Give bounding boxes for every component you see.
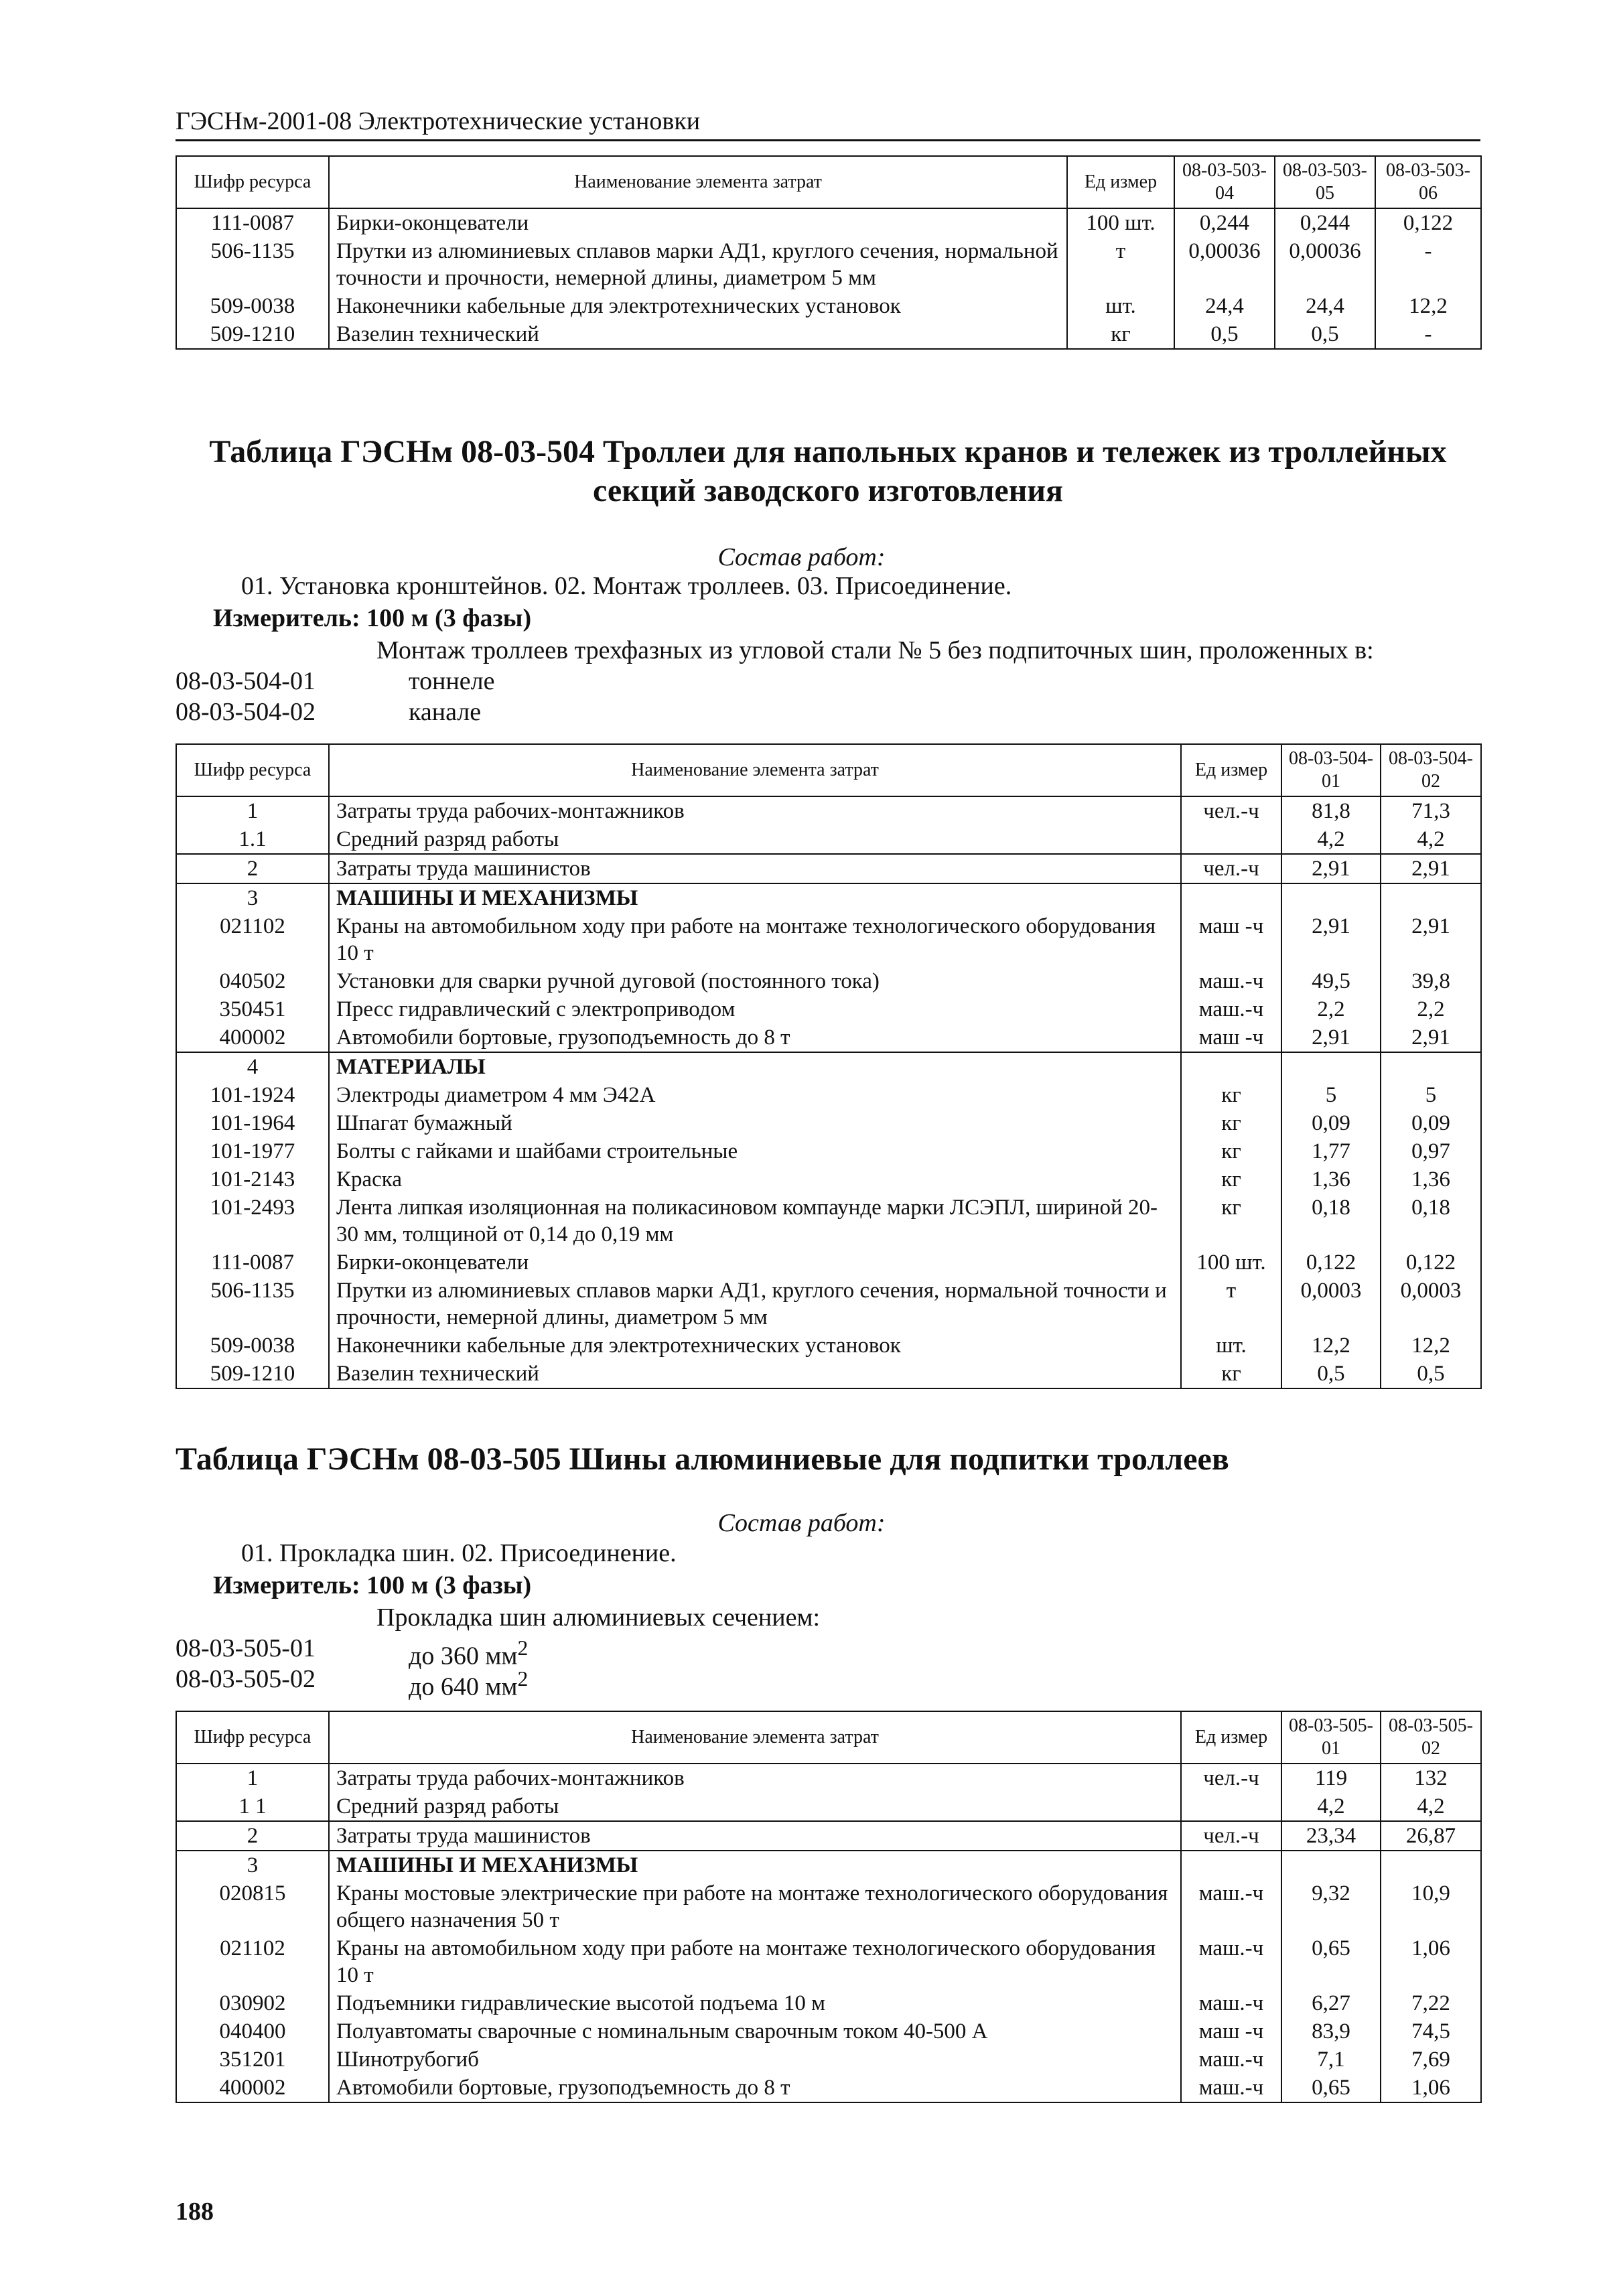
col-header-503-04: 08-03-503-04 — [1174, 156, 1275, 208]
unit: маш -ч — [1181, 912, 1281, 967]
table-row — [176, 1023, 1481, 1052]
table-504-variant-code: 08-03-504-01 — [176, 667, 316, 695]
table-row — [176, 2017, 1481, 2046]
col-header-name: Наименование элемента затрат — [329, 744, 1181, 796]
unit: чел.-ч — [1181, 854, 1281, 883]
unit: маш.-ч — [1181, 1989, 1281, 2017]
table-row — [176, 1360, 1481, 1388]
value-v2: 2,91 — [1381, 1023, 1481, 1052]
table-505-title: Таблица ГЭСНм 08-03-505 Шины алюминиевые для подпитки троллеев — [176, 1441, 1229, 1477]
table-505-meter — [213, 1570, 531, 1601]
table-504-composition: 01. Установка кронштейнов. 02. Монтаж троллеев. 03. Присоединение. — [241, 572, 1012, 600]
table-504-meter-value: 100 м (3 фазы) — [366, 604, 532, 632]
table-row — [176, 1332, 1481, 1360]
value-v1: 0,244 — [1174, 208, 1275, 237]
cost-item-name: Пресс гидравлический с электроприводом — [329, 995, 1181, 1023]
value-v2: 0,09 — [1381, 1109, 1481, 1137]
page-number: 188 — [176, 2198, 214, 2226]
table-505-variant-code: 08-03-505-01 — [176, 1634, 316, 1662]
value-v2: 74,5 — [1381, 2017, 1481, 2046]
table-row — [176, 1989, 1481, 2017]
cost-item-name: Шинотрубогиб — [329, 2046, 1181, 2074]
unit: маш.-ч — [1181, 967, 1281, 995]
table-row — [176, 1277, 1481, 1332]
value-v1: 5 — [1281, 1081, 1381, 1109]
empty-cell — [1381, 883, 1481, 912]
resource-code: 020815 — [176, 1879, 329, 1934]
value-v1: 0,5 — [1174, 320, 1275, 349]
cost-item-name: Средний разряд работы — [329, 1792, 1181, 1821]
value-v1: 0,122 — [1281, 1248, 1381, 1277]
cost-item-name: Вазелин технический — [329, 320, 1067, 349]
value-v1: 1,77 — [1281, 1137, 1381, 1165]
table-504 — [176, 743, 1482, 1389]
empty-cell — [1181, 883, 1281, 912]
empty-cell — [1281, 1052, 1381, 1081]
resource-code: 021102 — [176, 1934, 329, 1989]
unit: 100 шт. — [1181, 1248, 1281, 1277]
cost-item-name: Краска — [329, 1165, 1181, 1194]
resource-code: 111-0087 — [176, 208, 329, 237]
table-row — [176, 237, 1481, 292]
value-v1: 6,27 — [1281, 1989, 1381, 2017]
cost-item-name: Краны мостовые электрические при работе на монтаже технологического оборудования общего назначения 50 т — [329, 1879, 1181, 1934]
value-v2: 0,97 — [1381, 1137, 1481, 1165]
cost-item-name: Затраты труда машинистов — [329, 1821, 1181, 1851]
unit — [1181, 1792, 1281, 1821]
resource-code: 509-1210 — [176, 320, 329, 349]
table-505 — [176, 1711, 1482, 2103]
col-header-504-01: 08-03-504-01 — [1281, 744, 1381, 796]
resource-code: 506-1135 — [176, 237, 329, 292]
value-v2: 1,06 — [1381, 2074, 1481, 2102]
cost-item-name: Вазелин технический — [329, 1360, 1181, 1388]
cost-item-name: Автомобили бортовые, грузоподъемность до 8 т — [329, 2074, 1181, 2102]
table-row — [176, 292, 1481, 320]
value-v1: 4,2 — [1281, 825, 1381, 854]
unit: шт. — [1181, 1332, 1281, 1360]
resource-code: 030902 — [176, 1989, 329, 2017]
cost-item-name: Электроды диаметром 4 мм Э42А — [329, 1081, 1181, 1109]
unit: маш -ч — [1181, 1023, 1281, 1052]
cost-item-name: Затраты труда машинистов — [329, 854, 1181, 883]
value-v1: 7,1 — [1281, 2046, 1381, 2074]
value-v2: 4,2 — [1381, 1792, 1481, 1821]
table-row — [176, 1194, 1481, 1248]
resource-code: 1.1 — [176, 825, 329, 854]
unit: кг — [1181, 1194, 1281, 1248]
value-v1: 119 — [1281, 1764, 1381, 1792]
resource-code: 400002 — [176, 1023, 329, 1052]
cost-item-name: Наконечники кабельные для электротехнических установок — [329, 1332, 1181, 1360]
cost-item-name: Болты с гайками и шайбами строительные — [329, 1137, 1181, 1165]
value-v2: 2,91 — [1381, 912, 1481, 967]
unit: маш -ч — [1181, 2017, 1281, 2046]
resource-code: 509-0038 — [176, 292, 329, 320]
unit — [1181, 825, 1281, 854]
table-row — [176, 796, 1481, 825]
section-row — [176, 1052, 1481, 1081]
resource-code: 101-1964 — [176, 1109, 329, 1137]
unit: чел.-ч — [1181, 1764, 1281, 1792]
table-505-composition: 01. Прокладка шин. 02. Присоединение. — [241, 1539, 677, 1567]
section-code: 3 — [176, 1851, 329, 1879]
resource-code: 2 — [176, 854, 329, 883]
value-v2: 5 — [1381, 1081, 1481, 1109]
table-504-meter — [213, 603, 531, 634]
table-504-title — [176, 433, 1480, 510]
table-row — [176, 854, 1481, 883]
value-v1: 9,32 — [1281, 1879, 1381, 1934]
table-row — [176, 1109, 1481, 1137]
col-header-unit: Ед измер — [1067, 156, 1174, 208]
col-header-code: Шифр ресурса — [176, 1711, 329, 1764]
section-row — [176, 883, 1481, 912]
value-v1: 24,4 — [1174, 292, 1275, 320]
resource-code: 021102 — [176, 912, 329, 967]
table-row — [176, 1764, 1481, 1792]
resource-code: 2 — [176, 1821, 329, 1851]
superscript: 2 — [517, 1667, 529, 1691]
cost-item-name: Автомобили бортовые, грузоподъемность до 8 т — [329, 1023, 1181, 1052]
cost-item-name: Средний разряд работы — [329, 825, 1181, 854]
value-v2: 7,69 — [1381, 2046, 1481, 2074]
cost-item-name: Затраты труда рабочих-монтажников — [329, 796, 1181, 825]
running-header: ГЭСНм-2001-08 Электротехнические установки — [176, 106, 1480, 141]
table-row — [176, 1879, 1481, 1934]
cost-item-name: Наконечники кабельные для электротехнических установок — [329, 292, 1067, 320]
value-v2: 0,122 — [1381, 1248, 1481, 1277]
value-v2: 39,8 — [1381, 967, 1481, 995]
empty-cell — [1381, 1052, 1481, 1081]
value-v1: 0,0003 — [1281, 1277, 1381, 1332]
resource-code: 1 — [176, 1764, 329, 1792]
table-row — [176, 1137, 1481, 1165]
resource-code: 509-0038 — [176, 1332, 329, 1360]
cost-item-name: Краны на автомобильном ходу при работе на монтаже технологического оборудования 10 т — [329, 1934, 1181, 1989]
col-header-unit: Ед измер — [1181, 744, 1281, 796]
table-row — [176, 2046, 1481, 2074]
resource-code: 101-2143 — [176, 1165, 329, 1194]
unit: маш.-ч — [1181, 2074, 1281, 2102]
value-v3: - — [1375, 237, 1481, 292]
unit: 100 шт. — [1067, 208, 1174, 237]
section-code: 4 — [176, 1052, 329, 1081]
col-header-code: Шифр ресурса — [176, 156, 329, 208]
value-v2: 0,5 — [1381, 1360, 1481, 1388]
unit: чел.-ч — [1181, 796, 1281, 825]
table-row — [176, 2074, 1481, 2102]
empty-cell — [1381, 1851, 1481, 1879]
value-v2: 10,9 — [1381, 1879, 1481, 1934]
value-v2: 4,2 — [1381, 825, 1481, 854]
value-v1: 0,18 — [1281, 1194, 1381, 1248]
table-504-description: Монтаж троллеев трехфазных из угловой стали № 5 без подпиточных шин, проложенных в: — [376, 636, 1374, 664]
value-v2: 1,36 — [1381, 1165, 1481, 1194]
value-v2: 0,00036 — [1275, 237, 1375, 292]
col-header-504-02: 08-03-504-02 — [1381, 744, 1481, 796]
value-v1: 83,9 — [1281, 2017, 1381, 2046]
value-v2: 7,22 — [1381, 1989, 1481, 2017]
unit: маш.-ч — [1181, 995, 1281, 1023]
section-title: МАТЕРИАЛЫ — [329, 1052, 1181, 1081]
table-row — [176, 912, 1481, 967]
value-v2: 71,3 — [1381, 796, 1481, 825]
cost-item-name: Краны на автомобильном ходу при работе на монтаже технологического оборудования 10 т — [329, 912, 1181, 967]
value-v2: 2,91 — [1381, 854, 1481, 883]
variant-text: до 640 мм — [409, 1672, 518, 1701]
table-505-variant-text — [409, 1664, 528, 1703]
table-505-composition-label: Состав работ: — [717, 1509, 886, 1537]
table-504-variant-text: канале — [409, 698, 482, 726]
table-row — [176, 1821, 1481, 1851]
unit: кг — [1181, 1165, 1281, 1194]
value-v2: 2,2 — [1381, 995, 1481, 1023]
value-v2: 1,06 — [1381, 1934, 1481, 1989]
resource-code: 400002 — [176, 2074, 329, 2102]
resource-code: 1 — [176, 796, 329, 825]
empty-cell — [1181, 1851, 1281, 1879]
section-title: МАШИНЫ И МЕХАНИЗМЫ — [329, 883, 1181, 912]
table-row — [176, 1792, 1481, 1821]
unit: маш.-ч — [1181, 2046, 1281, 2074]
unit: т — [1067, 237, 1174, 292]
table-row — [176, 208, 1481, 237]
cost-item-name: Прутки из алюминиевых сплавов марки АД1, круглого сечения, нормальной точности и прочности, немерной длины, диаметром 5 мм — [329, 1277, 1181, 1332]
cost-item-name: Бирки-оконцеватели — [329, 1248, 1181, 1277]
col-header-503-06: 08-03-503-06 — [1375, 156, 1481, 208]
section-title: МАШИНЫ И МЕХАНИЗМЫ — [329, 1851, 1181, 1879]
table-504-title-line1: Таблица ГЭСНм 08-03-504 Троллеи для напольных кранов и тележек из троллейных — [209, 434, 1447, 470]
unit: маш.-ч — [1181, 1879, 1281, 1934]
table-505-meter-label: Измеритель: — [213, 1571, 360, 1599]
cost-item-name: Бирки-оконцеватели — [329, 208, 1067, 237]
resource-code: 351201 — [176, 2046, 329, 2074]
value-v2: 24,4 — [1275, 292, 1375, 320]
table-row — [176, 825, 1481, 854]
value-v1: 2,91 — [1281, 854, 1381, 883]
resource-code: 040502 — [176, 967, 329, 995]
cost-item-name: Установки для сварки ручной дуговой (постоянного тока) — [329, 967, 1181, 995]
section-code: 3 — [176, 883, 329, 912]
resource-code: 101-1924 — [176, 1081, 329, 1109]
value-v1: 49,5 — [1281, 967, 1381, 995]
value-v1: 81,8 — [1281, 796, 1381, 825]
table-504-variant-code: 08-03-504-02 — [176, 698, 316, 726]
value-v2: 0,18 — [1381, 1194, 1481, 1248]
resource-code: 101-1977 — [176, 1137, 329, 1165]
resource-code: 509-1210 — [176, 1360, 329, 1388]
value-v1: 23,34 — [1281, 1821, 1381, 1851]
col-header-name: Наименование элемента затрат — [329, 156, 1067, 208]
unit: т — [1181, 1277, 1281, 1332]
variant-text: до 360 мм — [409, 1642, 518, 1670]
value-v1: 4,2 — [1281, 1792, 1381, 1821]
value-v1: 0,09 — [1281, 1109, 1381, 1137]
col-header-unit: Ед измер — [1181, 1711, 1281, 1764]
cost-item-name: Затраты труда рабочих-монтажников — [329, 1764, 1181, 1792]
value-v1: 2,91 — [1281, 1023, 1381, 1052]
value-v1: 1,36 — [1281, 1165, 1381, 1194]
unit: чел.-ч — [1181, 1821, 1281, 1851]
resource-code: 1 1 — [176, 1792, 329, 1821]
value-v3: 0,122 — [1375, 208, 1481, 237]
empty-cell — [1281, 1851, 1381, 1879]
empty-cell — [1181, 1052, 1281, 1081]
value-v1: 12,2 — [1281, 1332, 1381, 1360]
table-row — [176, 995, 1481, 1023]
value-v2: 132 — [1381, 1764, 1481, 1792]
value-v1: 0,00036 — [1174, 237, 1275, 292]
value-v1: 0,65 — [1281, 2074, 1381, 2102]
value-v1: 2,91 — [1281, 912, 1381, 967]
resource-code: 101-2493 — [176, 1194, 329, 1248]
value-v3: 12,2 — [1375, 292, 1481, 320]
empty-cell — [1281, 883, 1381, 912]
value-v3: - — [1375, 320, 1481, 349]
table-504-variant-text: тоннеле — [409, 667, 495, 695]
table-row — [176, 1165, 1481, 1194]
value-v1: 0,5 — [1281, 1360, 1381, 1388]
cost-item-name: Лента липкая изоляционная на поликасиновом компаунде марки ЛСЭПЛ, шириной 20-30 мм, толщиной от 0,14 до 0,19 мм — [329, 1194, 1181, 1248]
value-v2: 12,2 — [1381, 1332, 1481, 1360]
table-row — [176, 967, 1481, 995]
value-v1: 2,2 — [1281, 995, 1381, 1023]
unit: шт. — [1067, 292, 1174, 320]
cost-item-name: Полуавтоматы сварочные с номинальным сварочным током 40-500 А — [329, 2017, 1181, 2046]
unit: маш.-ч — [1181, 1934, 1281, 1989]
resource-code: 506-1135 — [176, 1277, 329, 1332]
cost-item-name: Прутки из алюминиевых сплавов марки АД1, круглого сечения, нормальной точности и прочности, немерной длины, диаметром 5 мм — [329, 237, 1067, 292]
unit: кг — [1181, 1360, 1281, 1388]
col-header-505-02: 08-03-505-02 — [1381, 1711, 1481, 1764]
superscript: 2 — [517, 1636, 529, 1660]
col-header-name: Наименование элемента затрат — [329, 1711, 1181, 1764]
col-header-503-05: 08-03-503-05 — [1275, 156, 1375, 208]
table-504-meter-label: Измеритель: — [213, 604, 360, 632]
value-v2: 0,244 — [1275, 208, 1375, 237]
col-header-505-01: 08-03-505-01 — [1281, 1711, 1381, 1764]
table-row — [176, 1248, 1481, 1277]
resource-code: 040400 — [176, 2017, 329, 2046]
cost-item-name: Шпагат бумажный — [329, 1109, 1181, 1137]
table-row — [176, 1934, 1481, 1989]
cost-item-name: Подъемники гидравлические высотой подъема 10 м — [329, 1989, 1181, 2017]
unit: кг — [1067, 320, 1174, 349]
table-row — [176, 1081, 1481, 1109]
table-505-description: Прокладка шин алюминиевых сечением: — [376, 1603, 821, 1632]
value-v2: 0,0003 — [1381, 1277, 1481, 1332]
unit: кг — [1181, 1081, 1281, 1109]
resource-code: 350451 — [176, 995, 329, 1023]
col-header-code: Шифр ресурса — [176, 744, 329, 796]
table-row — [176, 320, 1481, 349]
table-505-meter-value: 100 м (3 фазы) — [366, 1571, 532, 1599]
unit: кг — [1181, 1137, 1281, 1165]
section-row — [176, 1851, 1481, 1879]
resource-code: 111-0087 — [176, 1248, 329, 1277]
value-v2: 26,87 — [1381, 1821, 1481, 1851]
table-505-variant-code: 08-03-505-02 — [176, 1665, 316, 1693]
unit: кг — [1181, 1109, 1281, 1137]
table-503-continuation — [176, 155, 1482, 350]
value-v1: 0,65 — [1281, 1934, 1381, 1989]
table-504-composition-label: Состав работ: — [717, 543, 886, 571]
value-v2: 0,5 — [1275, 320, 1375, 349]
table-504-title-line2: секций заводского изготовления — [593, 473, 1063, 508]
